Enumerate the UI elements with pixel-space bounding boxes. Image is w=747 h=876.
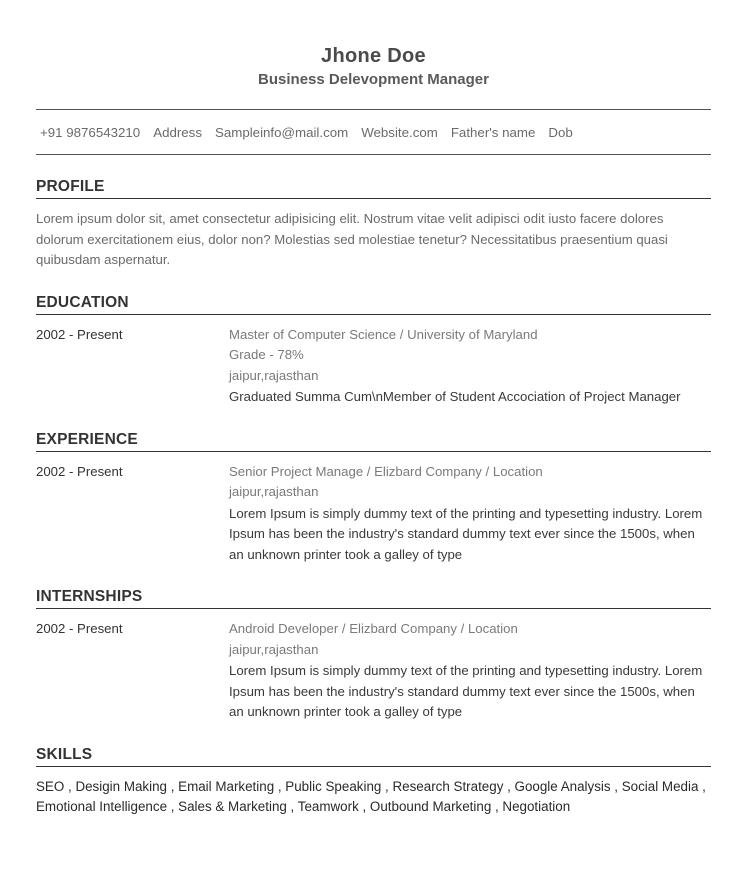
education-section — [36, 293, 711, 408]
profile-section — [36, 177, 711, 271]
education-details — [229, 325, 711, 408]
experience-section — [36, 430, 711, 566]
contact-dob: Dob — [548, 124, 573, 140]
education-date: 2002 - Present — [36, 326, 123, 342]
experience-description: Lorem Ipsum is simply dummy text of the printing and typesetting industry. Lorem Ipsum has been the industry's standard dummy text ever since the 1500s, when an unknown printer took a galley of type — [229, 505, 703, 562]
contact-father-name: Father's name — [450, 124, 536, 140]
internship-role: Android Developer / Elizbard Company / Location — [229, 621, 518, 636]
experience-date: 2002 - Present — [36, 463, 123, 479]
internship-location: jaipur,rajasthan — [229, 641, 319, 657]
profile-heading: PROFILE — [36, 177, 711, 199]
skills-section — [36, 745, 711, 818]
candidate-name: Jhone Doe — [321, 45, 426, 67]
education-grade: Grade - 78% — [229, 347, 304, 362]
education-location: jaipur,rajasthan — [229, 367, 319, 383]
education-note: Graduated Summa Cum\nMember of Student Accociation of Project Manager — [229, 389, 681, 404]
contact-bar — [36, 109, 711, 155]
resume-header — [36, 0, 711, 90]
candidate-title: Business Delevopment Manager — [258, 71, 489, 88]
internship-description: Lorem Ipsum is simply dummy text of the printing and typesetting industry. Lorem Ipsum has been the industry's standard dummy text ever since the 1500s, when an unknown printer took a galley of type — [229, 663, 703, 719]
skills-heading: SKILLS — [36, 745, 711, 767]
education-entry — [36, 325, 711, 408]
education-heading: EDUCATION — [36, 293, 711, 315]
experience-location: jaipur,rajasthan — [229, 484, 319, 499]
experience-heading: EXPERIENCE — [36, 430, 711, 452]
experience-details — [229, 462, 711, 566]
education-degree: Master of Computer Science / University of Maryland — [229, 326, 538, 342]
contact-email: Sampleinfo@mail.com — [214, 124, 349, 140]
contact-website: Website.com — [361, 124, 438, 140]
internships-heading: INTERNSHIPS — [36, 587, 711, 609]
contact-address: Address — [153, 124, 202, 140]
contact-phone: +91 9876543210 — [40, 124, 141, 140]
experience-role: Senior Project Manage / Elizbard Company / Location — [229, 463, 543, 479]
internship-entry — [36, 619, 711, 723]
internships-section — [36, 587, 711, 723]
skills-list: SEO , Desigin Making , Email Marketing , Public Speaking , Research Strategy , Google Analysis , Social Media , Emotional Intelligence , Sales & Marketing , Teamwork , Outbound Marketing , Negotiation — [36, 778, 706, 814]
internship-date: 2002 - Present — [36, 621, 123, 636]
internship-details — [229, 619, 711, 723]
experience-entry — [36, 462, 711, 566]
profile-text: Lorem ipsum dolor sit, amet consectetur adipisicing elit. Nostrum vitae velit adipisci odit iusto facere dolores dolorum exercitationem eius, dolor non? Molestias sed molestiae tenetur? Necessitatibus praesentium quasi quibusdam aspernatur. — [36, 211, 668, 267]
